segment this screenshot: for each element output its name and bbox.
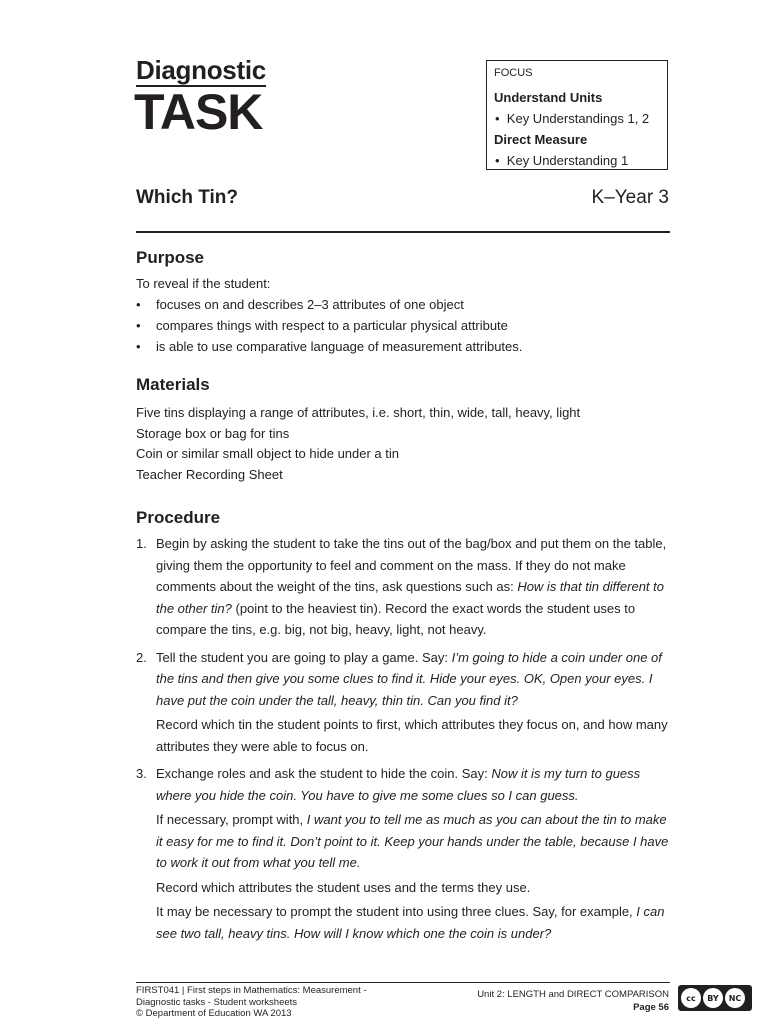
step-text-plain: (point to the heaviest tin). Record the exact words the student uses to compare the tins, e.g. big, not big, heavy, light, not heavy.: [156, 600, 636, 637]
step-text: [156, 647, 676, 712]
step-text-quote: How is that tin different to the other tin?: [156, 579, 664, 616]
procedure-step-2: [136, 647, 676, 761]
purpose-heading: Purpose: [136, 248, 205, 267]
focus-box: [486, 60, 668, 170]
footer-left: [136, 985, 367, 1020]
materials-heading: Materials: [136, 375, 210, 394]
footer-line: © Department of Education WA 2013: [136, 1008, 292, 1019]
step-text-plain: Exchange roles and ask the student to hide the coin. Say:: [156, 766, 492, 781]
materials-item: Coin or similar small object to hide under a tin: [136, 446, 400, 461]
task-title: Which Tin?: [136, 187, 239, 208]
procedure-step-1: [136, 533, 676, 644]
footer-line: FIRST041 | First steps in Mathematics: Measurement -: [136, 985, 367, 996]
step-text-plain: It may be necessary to prompt the student into using three clues. Say, for example,: [156, 904, 637, 919]
step-text: Record which tin the student points to first, which attributes they focus on, and how many attributes they were able to focus on.: [156, 717, 668, 754]
task-heading: TASK: [134, 84, 263, 140]
step-text-quote: Now it is my turn to guess where you hide the coin. You have to give me some clues so I can guess.: [156, 766, 641, 803]
step-text: Record which attributes the student uses and the terms they use.: [156, 879, 531, 895]
step-text: [156, 763, 676, 806]
purpose-intro: To reveal if the student:: [136, 276, 271, 291]
step-text-quote: I want you to tell me as much as you can about the tin to make it easy for me to find it. Don’t point to it. Keep your hands under the table, because I have to work it out from what you tell me.: [156, 812, 669, 870]
materials-item: Storage box or bag for tins: [136, 426, 290, 441]
materials-item: Five tins displaying a range of attributes, i.e. short, thin, wide, tall, heavy, light: [136, 405, 581, 420]
focus-heading-understand-units: Understand Units: [494, 90, 603, 105]
title-divider: [136, 231, 670, 233]
year-level: K–Year 3: [591, 187, 669, 208]
bullet-glyph: •: [136, 339, 141, 354]
footer-divider: [136, 982, 670, 983]
step-text-plain: Begin by asking the student to take the tins out of the bag/box and put them on the table, giving them the opportunity to feel and comment on the mass. If they do not make comments about the weight of the tins, ask questions such as:: [156, 536, 667, 594]
purpose-bullet-text: focuses on and describes 2–3 attributes of one object: [156, 297, 464, 312]
purpose-bullet-text: compares things with respect to a particular physical attribute: [156, 318, 508, 333]
procedure-list: [136, 533, 676, 950]
focus-label: FOCUS: [494, 67, 533, 79]
focus-bullet-text: Key Understandings 1, 2: [506, 111, 650, 126]
nc-icon: NC: [725, 988, 745, 1008]
purpose-bullet: [136, 336, 522, 357]
materials-item: Teacher Recording Sheet: [136, 467, 283, 482]
step-number: 2.: [136, 649, 147, 665]
footer-right: [477, 988, 669, 1014]
bullet-glyph: •: [495, 111, 500, 126]
by-icon: BY: [703, 988, 723, 1008]
procedure-step-3: [136, 763, 676, 947]
focus-bullet-text: Key Understanding 1: [506, 153, 629, 168]
step-text: [156, 533, 676, 641]
bullet-glyph: •: [136, 318, 141, 333]
bullet-glyph: •: [136, 297, 141, 312]
footer-unit: Unit 2: LENGTH and DIRECT COMPARISON: [477, 989, 669, 1000]
step-text-quote: I can see two tall, heavy tins. How will I know which one the coin is under?: [156, 904, 665, 941]
page-number: Page 56: [633, 1002, 669, 1013]
step-text-quote: I’m going to hide a coin under one of the tins and then give you some clues to find it. Hide your eyes. OK, Open your eyes. I have put the coin under the tall, heavy, thin tin. Can you find it?: [156, 649, 662, 708]
step-text-plain: If necessary, prompt with,: [156, 812, 307, 827]
bullet-glyph: •: [495, 153, 500, 168]
purpose-bullet: [136, 294, 464, 315]
step-text-plain: Tell the student you are going to play a game. Say:: [156, 649, 452, 665]
purpose-bullet: [136, 315, 508, 336]
step-text: [156, 901, 676, 944]
step-number: 3.: [136, 766, 147, 781]
purpose-bullet-text: is able to use comparative language of measurement attributes.: [156, 339, 523, 354]
cc-icon: cc: [681, 988, 701, 1008]
focus-bullet-2: [494, 150, 667, 171]
diagnostic-label: Diagnostic: [136, 55, 266, 85]
creative-commons-license-icon: [678, 985, 752, 1011]
focus-bullet-1: [494, 108, 667, 129]
step-number: 1.: [136, 536, 147, 551]
procedure-heading: Procedure: [136, 508, 221, 527]
step-text: [156, 809, 676, 874]
footer-line: Diagnostic tasks - Student worksheets: [136, 996, 298, 1008]
focus-heading-direct-measure: Direct Measure: [494, 132, 588, 147]
